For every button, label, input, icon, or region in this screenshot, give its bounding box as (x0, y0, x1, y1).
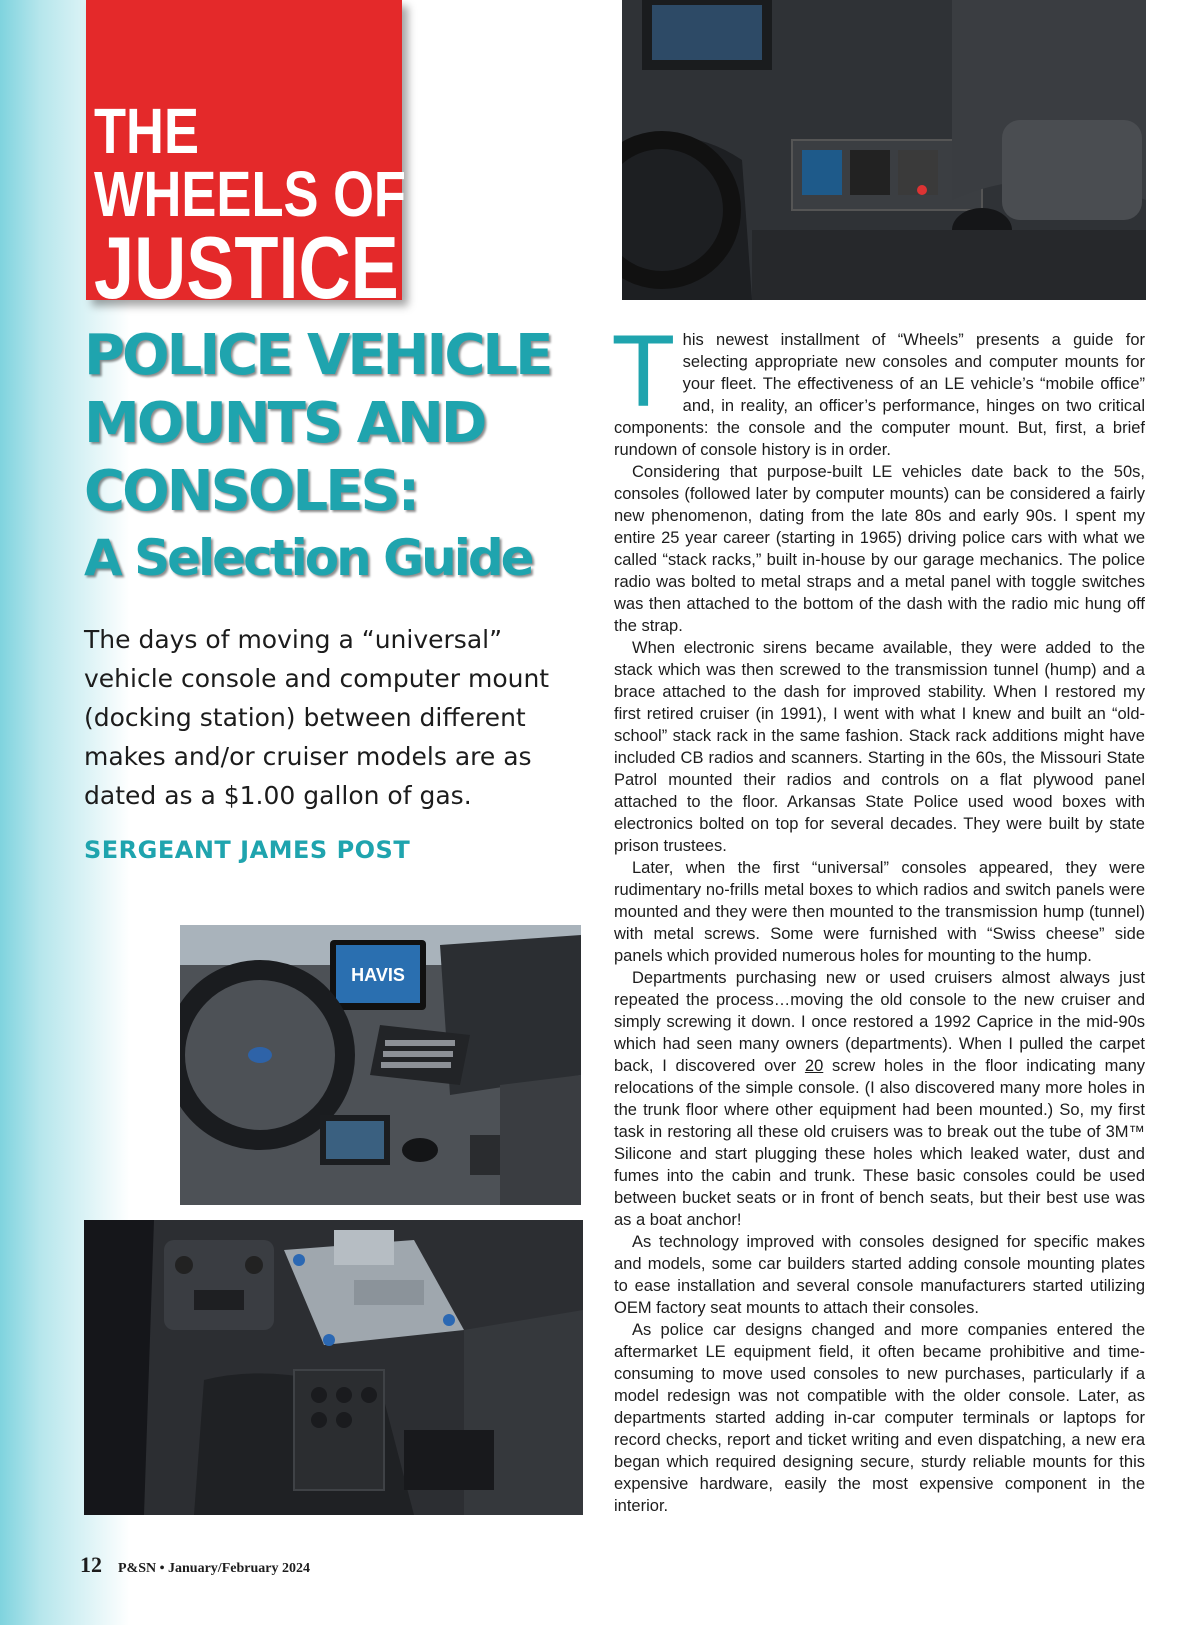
photo-havis-illustration (180, 925, 581, 1205)
series-logo-text (94, 95, 406, 318)
havis-screen-logo: HAVIS (351, 965, 405, 985)
headline-line-3: CONSOLES: (84, 459, 418, 524)
page-folio (80, 1552, 310, 1578)
headline-line-2: MOUNTS AND (84, 391, 485, 456)
body-paragraph-6: As technology improved with consoles designed for specific makes and models, some car builders started adding console mounting plates to ease installation and several console manufacturers started utilizing OEM factory seat mounts to attach their consoles. (614, 1233, 1145, 1317)
headline-line-1: POLICE VEHICLE (84, 323, 551, 388)
article-headline (84, 322, 584, 590)
photo-cruiser-interior-illustration (622, 0, 1146, 300)
series-logo (86, 0, 406, 318)
logo-line-3: JUSTICE (94, 218, 399, 318)
drop-cap: T (614, 317, 673, 429)
body-paragraph-5 (614, 967, 1145, 1231)
headline-subtitle: A Selection Guide (84, 529, 532, 587)
publication-issue: P&SN • January/February 2024 (118, 1561, 310, 1576)
photo-console-illustration (84, 1220, 583, 1515)
article-byline: SERGEANT JAMES POST (84, 836, 411, 864)
photo-console-mount (84, 1220, 583, 1515)
photo-havis-mount (180, 925, 581, 1205)
article-body (614, 317, 1146, 1517)
body-paragraph-5-underlined: 20 (804, 1057, 824, 1075)
photo-cruiser-interior (622, 0, 1146, 300)
body-paragraph-2: Considering that purpose-built LE vehicles date back to the 50s, consoles (followed later by computer mounts) can be considered a fairly new phenomenon, dating from the late 80s and early 90s. I spent my entire 25 year career (starting in 1965) driving police cars with what we called “stack racks,” built in-house by our garage mechanics. The police radio was bolted to metal straps and a metal panel with toggle switches was then attached to the bottom of the dash with the radio mic hung off the strap. (614, 463, 1145, 635)
body-paragraph-5-part-b: screw holes in the floor indicating many relocations of the simple console. (I also discovered many more holes in the trunk floor where other equipment had been mounted.) So, my first task in restoring all these old cruisers was to break out the tube of 3M™ Silicone and start plugging these holes which leaked water, dust and fumes into the cabin and trunk. These basic consoles could be used between bucket seats or in front of bench seats, but their best use was as a boat anchor! (614, 1057, 1146, 1229)
article-deck: The days of moving a “universal” vehicle console and computer mount (docking station) between different makes and/or cruiser models are as dated as a $1.00 gallon of gas. (84, 625, 550, 810)
body-paragraph-1 (614, 317, 1145, 461)
body-paragraph-7: As police car designs changed and more companies entered the aftermarket LE equipment field, it often became prohibitive and time-consuming to move used consoles to new purchases, particularly if a model redesign was not compatible with the older console. Later, as departments started adding in-car computer terminals or laptops for record checks, report and ticket writing and even dispatching, a new era began which required designing secure, sturdy reliable mounts for this expensive hardware, easily the most expensive component in the interior. (614, 1321, 1145, 1515)
logo-line-1: THE (94, 95, 199, 167)
body-paragraph-3: When electronic sirens became available, they were added to the stack which was then screwed to the transmission tunnel (hump) and a brace attached to the dash for improved stability. When I restored my first retired cruiser (in 1991), I went with what I knew and built an “old-school” stack rack in the same fashion. Stack rack additions might have included CB radios and scanners. Starting in the 60s, the Missouri State Patrol mounted their radios and controls on a flat plywood panel attached to the floor. Arkansas State Police used wood boxes with electronics bolted on top for several decades. They were built by state prison trustees. (614, 639, 1145, 855)
body-paragraph-5-part-a: Departments purchasing new or used cruisers almost always just repeated the process…moving the old console to the new cruiser and simply screwing it down. I once restored a 1992 Caprice in the mid-90s which had seen many owners (departments). When I pulled the carpet back, I discovered over (614, 969, 1145, 1075)
logo-line-2: WHEELS OF (94, 157, 406, 230)
body-paragraph-4: Later, when the first “universal” consoles appeared, they were rudimentary no-frills metal boxes to which radios and switch panels were mounted and they were then mounted to the transmission hump (tunnel) with metal screws. Some were furnished with “Swiss cheese” side panels which provided numerous holes for mounting to the hump. (614, 859, 1145, 965)
body-paragraph-1-text: his newest installment of “Wheels” presents a guide for selecting appropriate new consoles and computer mounts for your fleet. The effectiveness of an LE vehicle’s “mobile office” and, in reality, an officer’s performance, hinges on two critical components: the console and the computer mount. But, first, a brief rundown of console history is in order. (614, 331, 1145, 459)
page-number: 12 (80, 1552, 102, 1577)
